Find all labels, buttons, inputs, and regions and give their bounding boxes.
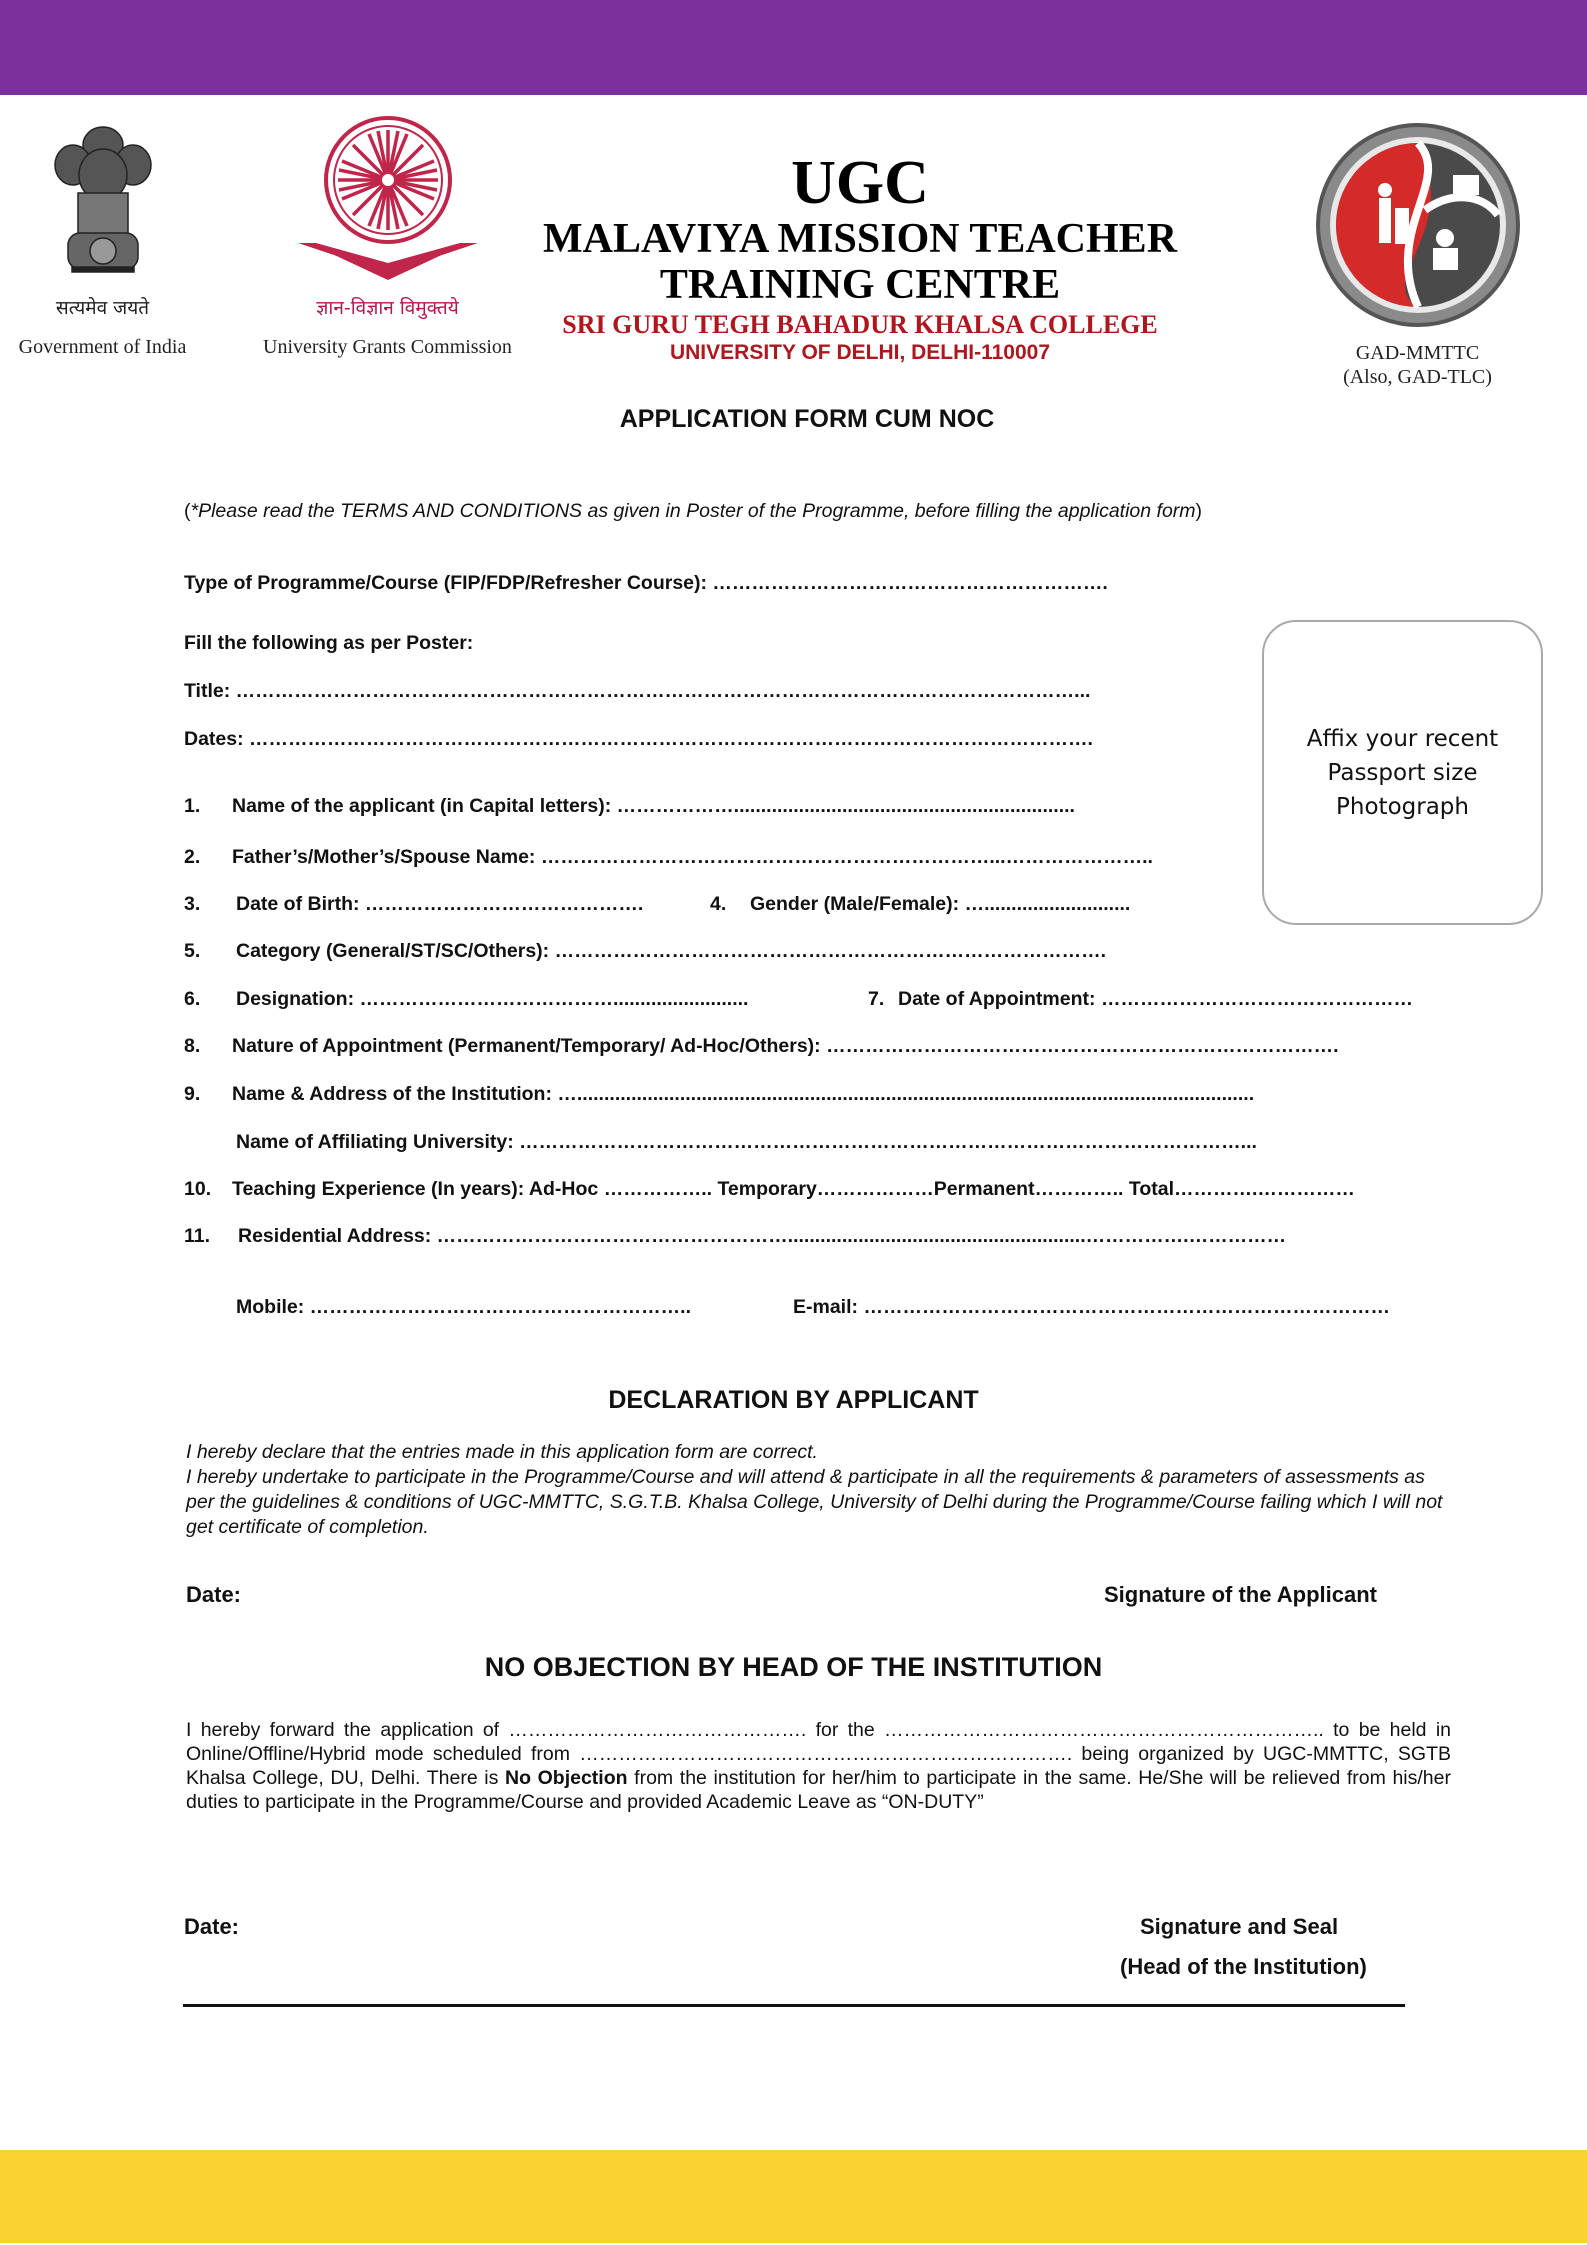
ugc-motto: ज्ञान-विज्ञान विमुक्तये <box>316 297 459 319</box>
header-line1: MALAVIYA MISSION TEACHER <box>542 216 1178 262</box>
applicant-signature-label: Signature of the Applicant <box>1104 1582 1377 1607</box>
national-emblem-icon <box>38 115 168 285</box>
passport-photo-box[interactable] <box>1262 620 1543 925</box>
header-college: SRI GURU TEGH BAHADUR KHALSA COLLEGE <box>562 310 1158 339</box>
applicant-name-field[interactable]: 1. Name of the applicant (in Capital letters): ………………............................................................... <box>184 795 1075 817</box>
title-label: Title: <box>184 680 231 702</box>
emblem-motto: सत्यमेव जयते <box>55 297 150 319</box>
applicant-name-label: Name of the applicant (in Capital letters): <box>232 795 612 817</box>
declaration-title: DECLARATION BY APPLICANT <box>608 1386 979 1414</box>
date-of-birth-label: Date of Birth: <box>236 893 360 915</box>
teaching-experience-label: Teaching Experience (In years): Ad-Hoc <box>232 1178 599 1200</box>
gad-caption-line2: (Also, GAD-TLC) <box>1343 366 1492 388</box>
applicant-date-label: Date: <box>186 1582 242 1607</box>
affiliating-university-field[interactable]: Name of Affiliating University: …………………………………………………………………………………………………... <box>236 1131 1257 1153</box>
affiliating-university-label: Name of Affiliating University: <box>236 1131 514 1153</box>
ugc-wheel-icon <box>288 115 488 285</box>
fill-as-per-poster-label: Fill the following as per Poster: <box>184 632 474 654</box>
designation-label: Designation: <box>236 988 355 1010</box>
category-label: Category (General/ST/SC/Others): <box>236 940 550 962</box>
institution-label: Name & Address of the Institution: <box>232 1083 552 1105</box>
nature-of-appointment-field[interactable]: 8. Nature of Appointment (Permanent/Temporary/ Ad-Hoc/Others): ……………………………………………………………………. <box>184 1035 1339 1057</box>
guardian-name-field[interactable]: 2. Father’s/Mother’s/Spouse Name: ……………………………………………………………...………………….. <box>184 846 1153 868</box>
institution-field[interactable]: 9. Name & Address of the Institution: …............................................................................................................................. <box>184 1083 1255 1105</box>
gender-field[interactable]: 4. Gender (Male/Female): …........................... <box>710 893 1131 915</box>
date-of-appointment-field[interactable]: 7. Date of Appointment: ………………………………………… <box>868 988 1413 1010</box>
header-title-block <box>520 150 1200 366</box>
programme-type-label: Type of Programme/Course (FIP/FDP/Refresher Course): <box>184 572 707 594</box>
header-ugc: UGC <box>791 149 929 217</box>
bottom-divider <box>183 2004 1405 2007</box>
gad-mmttc-emblem-icon <box>1313 120 1523 330</box>
photo-box-instruction: Affix your recent Passport size Photograph <box>1306 725 1499 820</box>
ugc-caption: University Grants Commission <box>263 336 512 358</box>
residential-address-field[interactable]: 11. Residential Address: ……………………………………………….......................................................…………….…………… <box>184 1225 1287 1247</box>
mobile-field[interactable]: Mobile: ………………………………………………….. <box>236 1296 692 1318</box>
guardian-name-label: Father’s/Mother’s/Spouse Name: <box>232 846 536 868</box>
government-of-india-caption: Government of India <box>18 336 187 358</box>
header-university: UNIVERSITY OF DELHI, DELHI-110007 <box>669 341 1051 364</box>
mobile-label: Mobile: <box>236 1296 305 1318</box>
form-title: APPLICATION FORM CUM NOC <box>619 405 995 433</box>
title-field[interactable]: Title: …………………………………………………………………………………………………………………... <box>184 680 1091 702</box>
ugc-logo <box>255 115 520 359</box>
dates-field[interactable]: Dates: …………………………………………………………………………………………………………………. <box>184 728 1093 750</box>
experience-permanent-label: Permanent <box>933 1178 1035 1200</box>
dates-label: Dates: <box>184 728 244 750</box>
experience-temporary-label: Temporary <box>717 1178 817 1200</box>
declaration-line2: I hereby undertake to participate in the Programme/Course and will attend & participate in all the requirements & parameters of assessments as per the guidelines & conditions of UGC-MMTTC, S.G.T.B. Khalsa College, University of Delhi during the Programme/Course failing which I will not get certificate of completion. <box>186 1466 1443 1538</box>
head-signature-sub: (Head of the Institution) <box>1120 1954 1367 1979</box>
date-of-birth-field[interactable]: 3. Date of Birth: ……………………………………. <box>184 893 644 915</box>
gender-label: Gender (Male/Female): <box>750 893 960 915</box>
gad-mmttc-logo <box>1300 120 1535 389</box>
email-label: E-mail: <box>793 1296 859 1318</box>
teaching-experience-field[interactable]: 10. Teaching Experience (In years): Ad-Hoc …………….. Temporary………………Permanent………….. Total………….…………… <box>184 1178 1355 1200</box>
noc-title: NO OBJECTION BY HEAD OF THE INSTITUTION <box>484 1652 1103 1682</box>
designation-field[interactable]: 6. Designation: …………………………………......................... <box>184 988 749 1010</box>
category-field[interactable]: 5. Category (General/ST/SC/Others): …………………………………………………………………………. <box>184 940 1106 962</box>
footer-color-bar <box>0 2150 1587 2243</box>
government-of-india-logo <box>10 115 195 359</box>
declaration-line1: I hereby declare that the entries made in this application form are correct. <box>186 1441 818 1463</box>
email-field[interactable]: E-mail: ……………………………………………………………………… <box>793 1296 1390 1318</box>
noc-text: I hereby forward the application of ………………………………………. for the ………………………………………………………….. to be held in Online/Offline/Hybrid mode scheduled from …………………………………………………………………. being organized by UGC-MMTTC, SGTB Khalsa College, DU, Delhi. There is No Objection from the institution for her/him to participate in the same. He/She will be relieved from his/her duties to participate in the Programme/Course and provided Academic Leave as “ON-DUTY” <box>186 1719 1451 1813</box>
header-color-bar <box>0 0 1587 95</box>
header-line2: TRAINING CENTRE <box>659 262 1061 308</box>
residential-address-label: Residential Address: <box>238 1225 432 1247</box>
terms-note-text: *Please read the TERMS AND CONDITIONS as given in Poster of the Programme, before filling the application form <box>190 500 1196 522</box>
head-signature-label: Signature and Seal <box>1140 1914 1339 1939</box>
experience-total-label: Total <box>1128 1178 1174 1200</box>
no-objection-emphasis: No Objection <box>505 1767 628 1789</box>
declaration-text <box>186 1440 1456 1540</box>
date-of-appointment-label: Date of Appointment: <box>898 988 1096 1010</box>
head-date-label: Date: <box>184 1914 240 1939</box>
programme-type-field[interactable]: Type of Programme/Course (FIP/FDP/Refresher Course): ……………………………………………………. <box>184 572 1108 594</box>
terms-note: (*Please read the TERMS AND CONDITIONS as given in Poster of the Programme, before filling the application form) <box>184 500 1203 522</box>
gad-caption-line1: GAD-MMTTC <box>1355 342 1480 364</box>
nature-of-appointment-label: Nature of Appointment (Permanent/Temporary/ Ad-Hoc/Others): <box>232 1035 821 1057</box>
